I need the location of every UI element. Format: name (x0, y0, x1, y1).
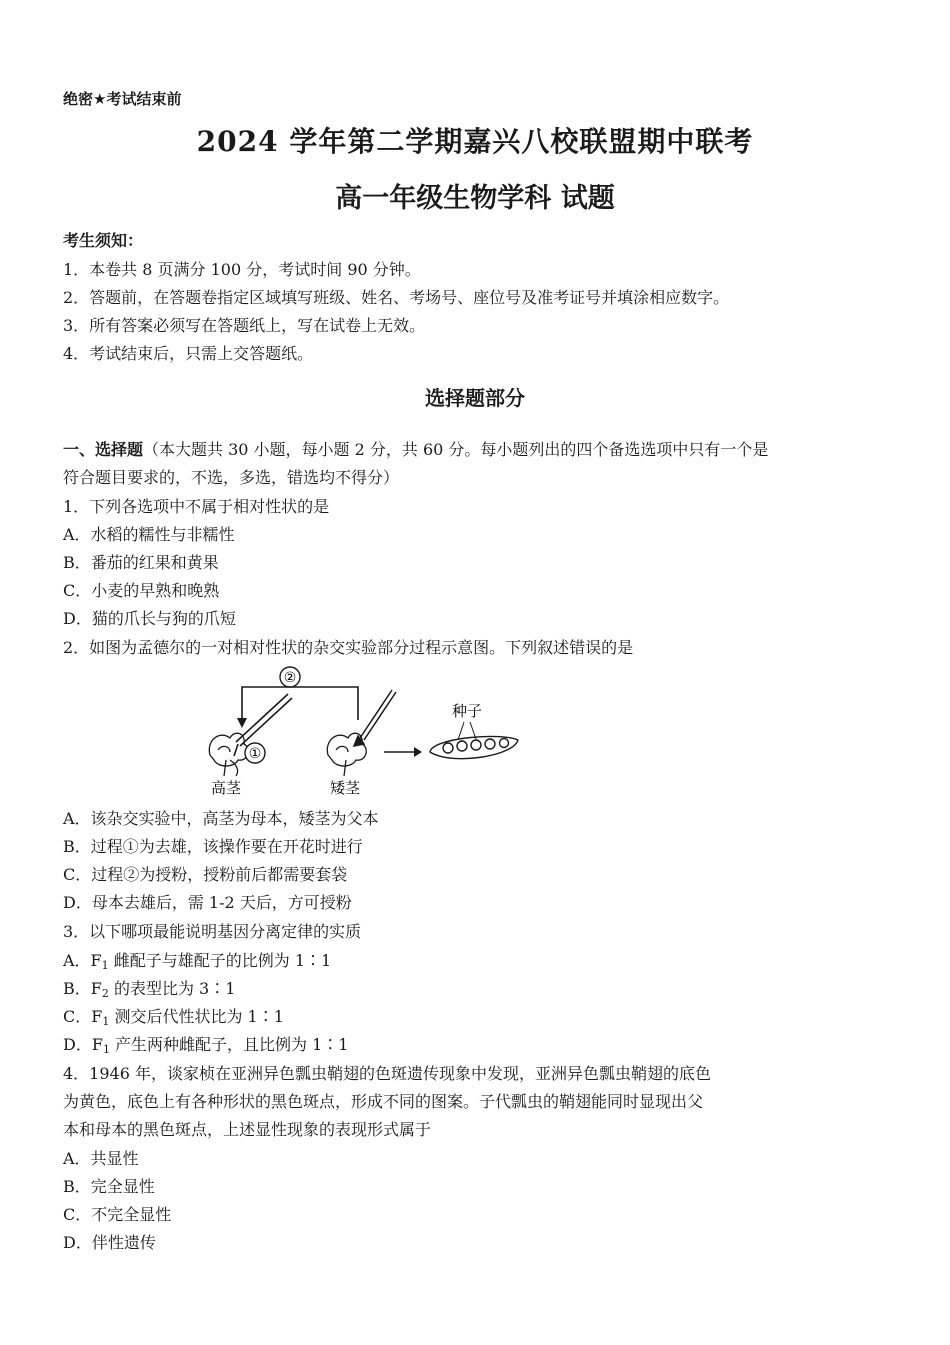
q3-option-c: C．$F_1$ 测交后代性状比为 1∶1 (63, 1007, 284, 1028)
q2-option-c: C．过程②为授粉，授粉前后都需要套袋 (63, 865, 348, 884)
part1-instructions (63, 437, 768, 460)
q2-option-a: A．该杂交实验中，高茎为母本，矮茎为父本 (63, 809, 379, 828)
tall-plant-flower (209, 733, 248, 776)
q3-stem: 3．以下哪项最能说明基因分离定律的实质 (63, 922, 362, 941)
section-title: 选择题部分 (425, 386, 525, 410)
q4-stem-line: 4．1946 年，谈家桢在亚洲异色瓢虫鞘翅的色斑遗传现象中发现，亚洲异色瓢虫鞘翅的底色 (63, 1064, 711, 1083)
q4-stem-line: 本和母本的黑色斑点，上述显性现象的表现形式属于 (63, 1120, 432, 1139)
step2-label: ② (283, 670, 297, 686)
short-label: 矮茎 (329, 779, 361, 797)
notice-item: 1．本卷共 8 页满分 100 分，考试时间 90 分钟。 (63, 260, 421, 279)
q2-stem: 2．如图为孟德尔的一对相对性状的杂交实验部分过程示意图。下列叙述错误的是 (63, 638, 634, 657)
q1-option-d: D．猫的爪长与狗的爪短 (63, 609, 236, 628)
confidential-label: 绝密★考试结束前 (63, 90, 182, 108)
q1-option-b: B．番茄的红果和黄果 (63, 553, 219, 572)
q4-stem-line: 为黄色，底色上有各种形状的黑色斑点，形成不同的图案。子代瓢虫的鞘翅能同时显现出父 (63, 1092, 704, 1111)
q4-option-c: C．不完全显性 (63, 1205, 172, 1224)
pea-cross-figure (200, 660, 530, 800)
pea-pod (430, 736, 518, 758)
pollination-arrow (242, 687, 358, 720)
tall-label: 高茎 (210, 779, 242, 797)
q3-option-d: D．$F_1$ 产生两种雌配子，且比例为 1∶1 (63, 1035, 349, 1056)
q4-option-d: D．伴性遗传 (63, 1233, 156, 1252)
notice-item: 3．所有答案必须写在答题纸上，写在试卷上无效。 (63, 316, 426, 335)
brush-icon (354, 690, 396, 746)
part1-label: 一、选择题 (63, 440, 144, 459)
arrow-head (237, 718, 247, 728)
notice-heading: 考生须知： (63, 231, 144, 250)
part1-desc-cont: 符合题目要求的，不选，多选，错选均不得分） (63, 468, 400, 487)
q4-option-a: A．共显性 (63, 1149, 139, 1168)
exam-subtitle: 高一年级生物学科 试题 (335, 183, 615, 214)
seed-label: 种子 (451, 702, 483, 720)
notice-item: 2．答题前，在答题卷指定区域填写班级、姓名、考场号、座位号及准考证号并填涂相应数字。 (63, 288, 730, 307)
q1-option-a: A．水稻的糯性与非糯性 (63, 525, 235, 544)
q3-option-a: A．$F_1$ 雌配子与雄配子的比例为 1∶1 (63, 951, 332, 972)
q2-option-b: B．过程①为去雄，该操作要在开花时进行 (63, 837, 363, 856)
q3-option-b: B．$F_2$ 的表型比为 3∶1 (63, 979, 236, 1000)
q1-option-c: C．小麦的早熟和晚熟 (63, 581, 220, 600)
notice-item: 4．考试结束后，只需上交答题纸。 (63, 344, 314, 363)
step1-label: ① (248, 746, 262, 762)
q1-stem: 1．下列各选项中不属于相对性状的是 (63, 497, 330, 516)
exam-title: 2024 学年第二学期嘉兴八校联盟期中联考 (196, 125, 754, 158)
q2-option-d: D．母本去雄后，需 1-2 天后，方可授粉 (63, 893, 352, 912)
part1-desc: （本大题共 30 小题，每小题 2 分，共 60 分。每小题列出的四个备选选项中只有一个是 (143, 440, 769, 459)
q4-option-b: B．完全显性 (63, 1177, 155, 1196)
